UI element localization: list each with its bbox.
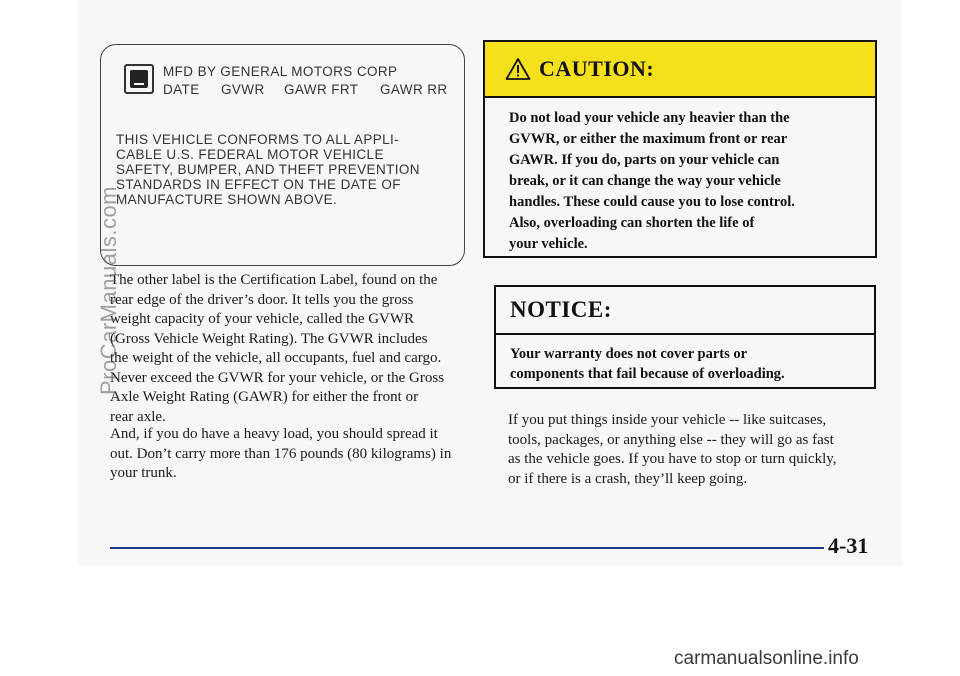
text-line: And, if you do have a heavy load, you should spread it	[110, 426, 438, 442]
text-line: The other label is the Certification Label, found on the	[110, 272, 438, 288]
text-line: as the vehicle goes. If you have to stop or turn quickly,	[508, 451, 837, 467]
bottom-watermark: carmanualsonline.info	[674, 648, 859, 669]
footer-rule	[110, 547, 824, 549]
text-line: the weight of the vehicle, all occupants, fuel and cargo.	[110, 350, 442, 366]
text-line: Axle Weight Rating (GAWR) for either the front or	[110, 389, 419, 405]
text-line: Never exceed the GVWR for your vehicle, or the Gross	[110, 369, 445, 386]
caution-header	[485, 42, 875, 98]
conformity-line: STANDARDS IN EFFECT ON THE DATE OF	[116, 177, 401, 192]
text-line: your vehicle.	[509, 236, 588, 252]
page-number: 4-31	[828, 533, 869, 558]
conformity-line: SAFETY, BUMPER, AND THEFT PREVENTION	[116, 162, 420, 177]
label-manufacturer: MFD BY GENERAL MOTORS CORP	[163, 64, 398, 79]
text-line: components that fail because of overloading.	[510, 366, 785, 382]
text-line: Also, overloading can shorten the life of	[509, 215, 755, 231]
warning-triangle-icon	[505, 57, 531, 81]
label-field-gawr-frt: GAWR FRT	[284, 82, 359, 97]
text-line: out. Don’t carry more than 176 pounds (80 kilograms) in	[110, 445, 452, 462]
text-line: or if there is a crash, they’ll keep going.	[508, 470, 748, 487]
text-line: tools, packages, or anything else -- they will go as fast	[508, 431, 834, 448]
text-line: break, or it can change the way your vehicle	[509, 173, 781, 189]
text-line: handles. These could cause you to lose control.	[509, 194, 795, 210]
text-line: Your warranty does not cover parts or	[510, 346, 748, 362]
loose-items-paragraph	[508, 411, 878, 489]
text-line: (Gross Vehicle Weight Rating). The GVWR includes	[110, 330, 428, 347]
heavy-load-paragraph	[110, 425, 490, 484]
label-field-gvwr: GVWR	[221, 82, 265, 97]
label-field-gawr-rr: GAWR RR	[380, 82, 448, 97]
text-line: GVWR, or either the maximum front or rear	[509, 131, 788, 147]
caution-text	[509, 108, 859, 255]
certification-label-paragraph	[110, 271, 480, 427]
text-line: Do not load your vehicle any heavier than the	[509, 110, 790, 126]
text-line: weight capacity of your vehicle, called the GVWR	[110, 311, 415, 327]
conformity-line: THIS VEHICLE CONFORMS TO ALL APPLI-	[116, 132, 400, 147]
text-line: rear axle.	[110, 408, 166, 425]
notice-text	[510, 344, 860, 384]
conformity-line: CABLE U.S. FEDERAL MOTOR VEHICLE	[116, 147, 384, 162]
label-conformity-statement	[116, 132, 456, 207]
text-line: your trunk.	[110, 465, 177, 481]
notice-title: NOTICE:	[510, 297, 612, 322]
text-line: rear edge of the driver’s door. It tells you the gross	[110, 291, 414, 308]
notice-box	[494, 285, 876, 389]
side-watermark: ProCarManuals.com	[96, 185, 121, 395]
text-line: GAWR. If you do, parts on your vehicle can	[509, 152, 780, 168]
text-line: If you put things inside your vehicle -- like suitcases,	[508, 412, 827, 428]
label-field-date: DATE	[163, 82, 200, 97]
gm-logo-icon	[124, 64, 154, 94]
caution-title: CAUTION:	[539, 56, 655, 81]
conformity-line: MANUFACTURE SHOWN ABOVE.	[116, 192, 338, 207]
caution-box	[483, 40, 877, 258]
notice-header	[496, 287, 874, 335]
